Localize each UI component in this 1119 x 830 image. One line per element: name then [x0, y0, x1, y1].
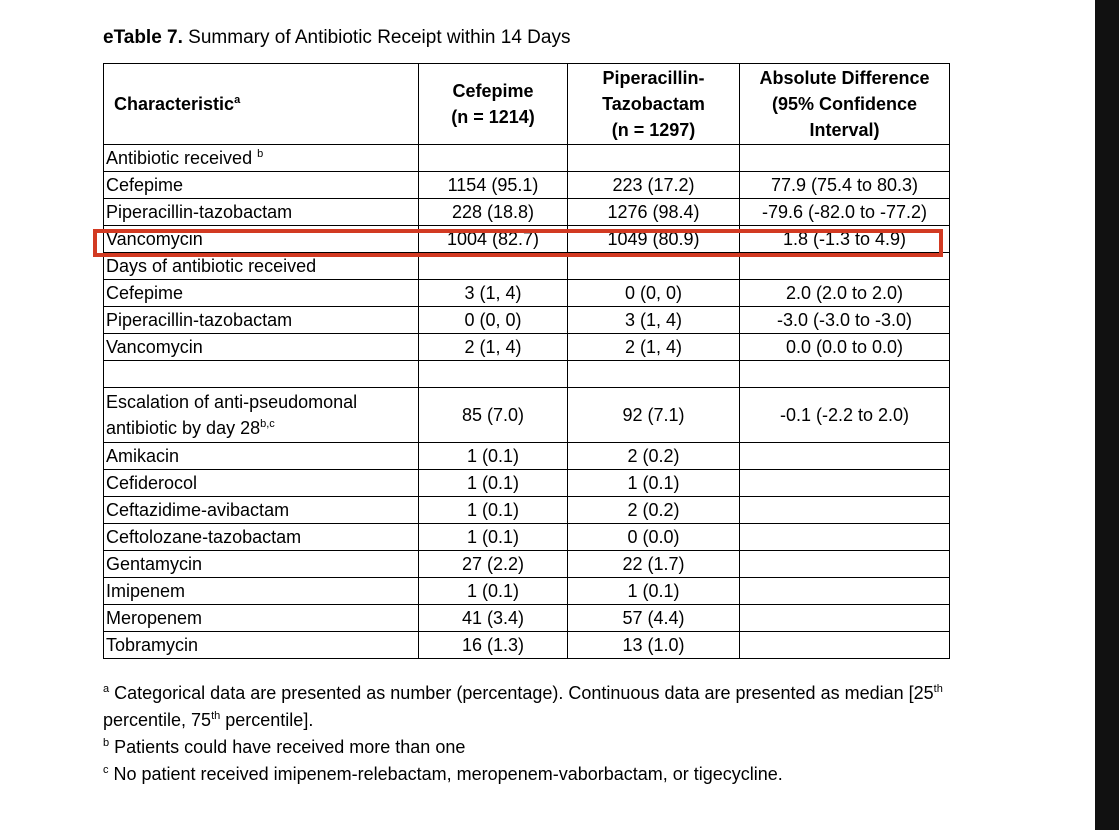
- row-name: Vancomycin: [104, 226, 419, 253]
- cell-difference: [740, 578, 950, 605]
- row-name: Imipenem: [104, 578, 419, 605]
- footnote-c: $^c$ No patient received imipenem-relebactam, meropenem-vaborbactam, or tigecycline.: [103, 764, 783, 784]
- table-row: [104, 199, 950, 226]
- cell-difference: -0.1 (-2.2 to 2.0): [740, 388, 950, 443]
- table-row: [104, 578, 950, 605]
- table-row: [104, 443, 950, 470]
- cell-difference: [740, 605, 950, 632]
- table-row: [104, 551, 950, 578]
- cell-cefepime: 41 (3.4): [419, 605, 568, 632]
- table-row: [104, 172, 950, 199]
- table-row: [104, 605, 950, 632]
- row-name: Meropenem: [104, 605, 419, 632]
- header-characteristic: Characteristic$^a$: [104, 64, 419, 145]
- row-name: Ceftazidime-avibactam: [104, 497, 419, 524]
- cell-difference: [740, 470, 950, 497]
- cell-difference: 1.8 (-1.3 to 4.9): [740, 226, 950, 253]
- header-absolute-difference: Absolute Difference (95% Confidence Interval): [740, 64, 950, 145]
- cell-piperacillin: 2 (0.2): [568, 497, 740, 524]
- cell-cefepime: 85 (7.0): [419, 388, 568, 443]
- cell-cefepime: 27 (2.2): [419, 551, 568, 578]
- section-label: Escalation of anti-pseudomonal antibiotic by day 28$^{b,c}$: [104, 388, 419, 443]
- cell-cefepime: 228 (18.8): [419, 199, 568, 226]
- cell-difference: -79.6 (-82.0 to -77.2): [740, 199, 950, 226]
- cell-cefepime: 2 (1, 4): [419, 334, 568, 361]
- cell-cefepime: 16 (1.3): [419, 632, 568, 659]
- footnotes: [103, 680, 983, 788]
- antibiotic-table: [103, 63, 950, 659]
- cell-cefepime: 1 (0.1): [419, 443, 568, 470]
- cell-cefepime: 1004 (82.7): [419, 226, 568, 253]
- row-name: Amikacin: [104, 443, 419, 470]
- cell-difference: [740, 497, 950, 524]
- row-name: Tobramycin: [104, 632, 419, 659]
- header-piperacillin-tazobactam: Piperacillin- Tazobactam (n = 1297): [568, 64, 740, 145]
- caption-label: eTable 7.: [103, 27, 183, 48]
- scrollbar[interactable]: [1095, 0, 1119, 830]
- caption-title: Summary of Antibiotic Receipt within 14 Days: [182, 27, 571, 48]
- cell-piperacillin: 3 (1, 4): [568, 307, 740, 334]
- row-name: Cefepime: [104, 280, 419, 307]
- cell-difference: 0.0 (0.0 to 0.0): [740, 334, 950, 361]
- cell-difference: [740, 632, 950, 659]
- cell-cefepime: 3 (1, 4): [419, 280, 568, 307]
- cell-piperacillin: 2 (1, 4): [568, 334, 740, 361]
- cell-cefepime: 1 (0.1): [419, 578, 568, 605]
- blank-row: [104, 361, 950, 388]
- table-row: [104, 497, 950, 524]
- row-name: Piperacillin-tazobactam: [104, 307, 419, 334]
- footnote-b: $^b$ Patients could have received more than one: [103, 737, 466, 757]
- cell-difference: 2.0 (2.0 to 2.0): [740, 280, 950, 307]
- cell-piperacillin: 1 (0.1): [568, 578, 740, 605]
- cell-difference: [740, 551, 950, 578]
- cell-cefepime: 0 (0, 0): [419, 307, 568, 334]
- cell-piperacillin: 22 (1.7): [568, 551, 740, 578]
- table-row: [104, 226, 950, 253]
- row-name: Cefepime: [104, 172, 419, 199]
- table-row: [104, 334, 950, 361]
- cell-piperacillin: 13 (1.0): [568, 632, 740, 659]
- cell-piperacillin: 1 (0.1): [568, 470, 740, 497]
- cell-cefepime: 1154 (95.1): [419, 172, 568, 199]
- header-row: [104, 64, 950, 145]
- cell-cefepime: 1 (0.1): [419, 497, 568, 524]
- table-row: [104, 524, 950, 551]
- header-cefepime: Cefepime (n = 1214): [419, 64, 568, 145]
- row-name: Gentamycin: [104, 551, 419, 578]
- cell-cefepime: 1 (0.1): [419, 524, 568, 551]
- table-caption: [103, 27, 570, 49]
- cell-difference: [740, 443, 950, 470]
- footnote-a: $^a$ Categorical data are presented as number (percentage). Continuous data are presented as median [25th percentile, 75th percentile].: [103, 683, 943, 730]
- row-name: Ceftolozane-tazobactam: [104, 524, 419, 551]
- cell-piperacillin: 0 (0, 0): [568, 280, 740, 307]
- section-label: Antibiotic received $^b$: [104, 145, 419, 172]
- table-row: [104, 307, 950, 334]
- cell-piperacillin: 92 (7.1): [568, 388, 740, 443]
- cell-difference: 77.9 (75.4 to 80.3): [740, 172, 950, 199]
- cell-piperacillin: 57 (4.4): [568, 605, 740, 632]
- cell-cefepime: 1 (0.1): [419, 470, 568, 497]
- cell-piperacillin: 223 (17.2): [568, 172, 740, 199]
- table-row: [104, 632, 950, 659]
- row-name: Vancomycin: [104, 334, 419, 361]
- cell-piperacillin: 2 (0.2): [568, 443, 740, 470]
- section-row-escalation: [104, 388, 950, 443]
- section-row-days: [104, 253, 950, 280]
- table-row: [104, 280, 950, 307]
- section-label: Days of antibiotic received: [104, 253, 419, 280]
- cell-difference: -3.0 (-3.0 to -3.0): [740, 307, 950, 334]
- cell-difference: [740, 524, 950, 551]
- cell-piperacillin: 0 (0.0): [568, 524, 740, 551]
- row-name: Piperacillin-tazobactam: [104, 199, 419, 226]
- table-row: [104, 470, 950, 497]
- row-name: Cefiderocol: [104, 470, 419, 497]
- section-row-received: [104, 145, 950, 172]
- cell-piperacillin: 1049 (80.9): [568, 226, 740, 253]
- cell-piperacillin: 1276 (98.4): [568, 199, 740, 226]
